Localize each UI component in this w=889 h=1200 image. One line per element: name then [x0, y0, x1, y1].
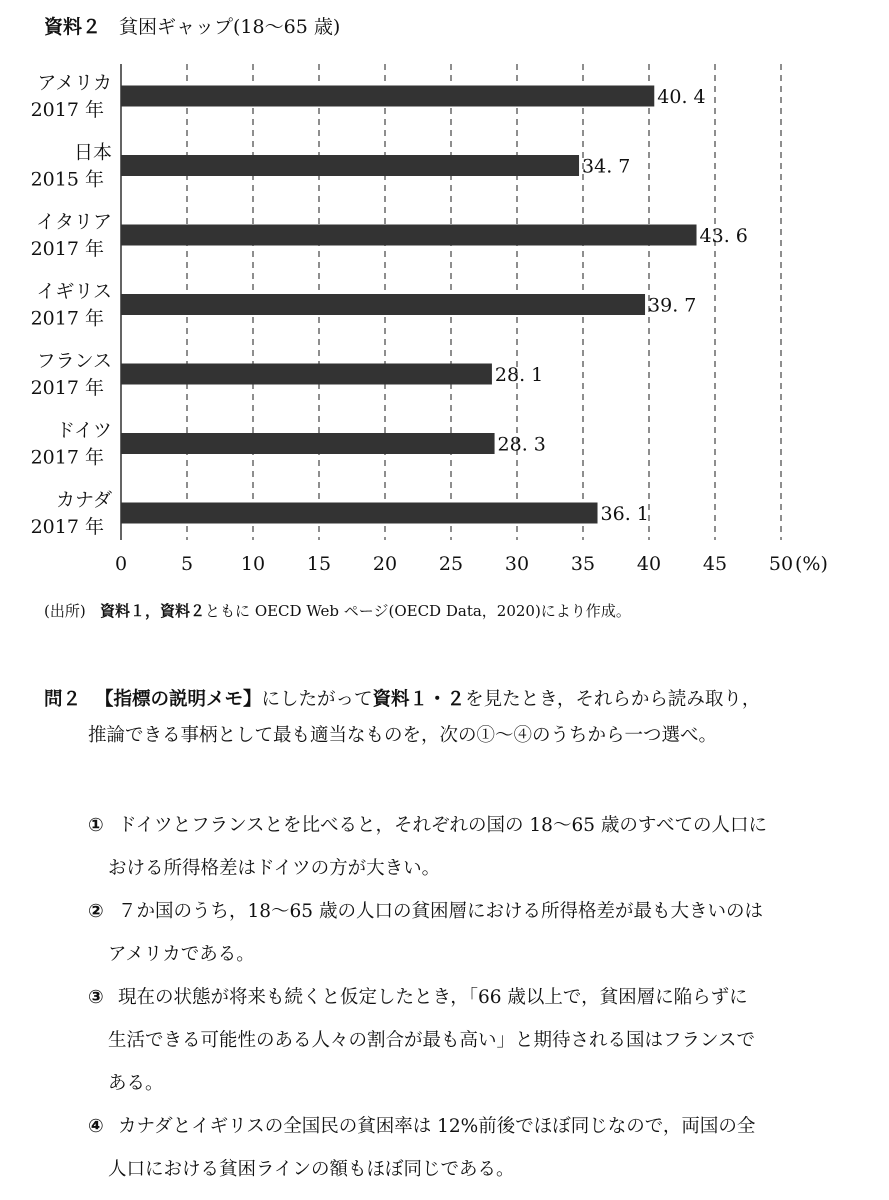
category-name-4: フランス [36, 350, 112, 372]
option-2[interactable] [88, 890, 858, 976]
option-3-line1: 現在の状態が将来も続くと仮定したとき，「66 歳以上で，貧困層に陥らずに [118, 987, 748, 1008]
data-label-0: 40. 4 [657, 86, 706, 108]
data-label-2: 43. 6 [699, 225, 748, 247]
chart-title-text: 貧困ギャップ(18〜65 歳) [119, 16, 341, 38]
question-part1: にしたがって [261, 689, 373, 710]
category-name-2: イタリア [35, 211, 112, 233]
x-tick-label-40: 40 [636, 553, 662, 575]
category-year-1: 2015 年 [30, 168, 104, 191]
option-2-number: ② [88, 901, 104, 922]
question-bold1: 【指標の説明メモ】 [95, 689, 262, 710]
option-1-number: ① [88, 815, 104, 836]
option-2-line2: アメリカである。 [108, 944, 255, 965]
category-name-5: ドイツ [55, 419, 112, 442]
source-note [44, 600, 631, 621]
x-tick-label-0: 0 [114, 553, 128, 575]
bar-4 [121, 364, 492, 385]
source-bold: 資料１，資料２ [100, 602, 206, 620]
category-year-2: 2017 年 [30, 238, 104, 260]
bar-6 [121, 503, 598, 524]
source-rest: ともに OECD Web ページ(OECD Data，2020)により作成。 [205, 602, 631, 620]
category-year-0: 2017 年 [30, 99, 104, 121]
bar-chart [0, 0, 889, 590]
option-1-line2: おける所得格差はドイツの方が大きい。 [108, 858, 441, 879]
category-name-0: アメリカ [37, 72, 112, 94]
question-part2: を見たとき，それらから読み取り， [465, 689, 761, 710]
option-4[interactable] [88, 1105, 858, 1191]
option-3[interactable] [88, 976, 858, 1105]
x-tick-label-50: 50 [768, 553, 794, 575]
option-3-number: ③ [88, 987, 104, 1008]
x-tick-label-20: 20 [372, 553, 398, 575]
data-label-6: 36. 1 [600, 503, 649, 525]
category-name-1: 日本 [73, 141, 112, 164]
x-tick-label-45: 45 [702, 553, 728, 575]
answer-options [88, 804, 858, 1191]
option-1-line1: ドイツとフランスとを比べると，それぞれの国の 18〜65 歳のすべての人口に [118, 815, 767, 836]
x-tick-label-15: 15 [306, 553, 332, 575]
x-tick-label-35: 35 [570, 553, 596, 575]
category-year-3: 2017 年 [30, 307, 104, 330]
x-tick-label-5: 5 [180, 553, 194, 575]
bar-3 [121, 294, 645, 315]
data-label-3: 39. 7 [648, 294, 697, 317]
category-year-6: 2017 年 [30, 516, 104, 538]
option-3-line2: 生活できる可能性のある人々の割合が最も高い」と期待される国はフランスで [108, 1030, 755, 1051]
option-1[interactable] [88, 804, 858, 890]
question-line2: 推論できる事柄として最も適当なものを，次の①〜④のうちから一つ選べ。 [88, 725, 718, 746]
option-4-line2: 人口における貧困ラインの額もほぼ同じである。 [108, 1159, 515, 1180]
x-tick-label-25: 25 [438, 553, 464, 575]
x-axis-unit: (%) [795, 553, 828, 575]
question-bold2: 資料１・２ [372, 689, 466, 710]
data-label-5: 28. 3 [497, 433, 546, 456]
category-name-6: カナダ [55, 489, 112, 511]
data-label-4: 28. 1 [494, 364, 544, 386]
question-label: 問２ [44, 689, 82, 710]
x-tick-label-30: 30 [504, 553, 530, 575]
chart-title-label: 資料２ [44, 16, 102, 38]
option-4-line1: カナダとイギリスの全国民の貧困率は 12%前後でほぼ同じなので，両国の全 [118, 1116, 756, 1137]
question [44, 682, 864, 754]
data-label-1: 34. 7 [582, 155, 631, 178]
bar-2 [121, 225, 697, 246]
x-tick-label-10: 10 [240, 553, 266, 575]
option-3-line3: ある。 [108, 1073, 164, 1094]
category-name-3: イギリス [36, 280, 112, 303]
option-4-number: ④ [88, 1116, 104, 1137]
bar-0 [121, 86, 654, 107]
bar-5 [121, 433, 495, 454]
bar-1 [121, 155, 579, 176]
category-year-4: 2017 年 [30, 377, 104, 399]
option-2-line1: ７か国のうち，18〜65 歳の人口の貧困層における所得格差が最も大きいのは [118, 901, 763, 922]
category-year-5: 2017 年 [30, 446, 104, 469]
source-prefix: (出所) [44, 602, 86, 620]
